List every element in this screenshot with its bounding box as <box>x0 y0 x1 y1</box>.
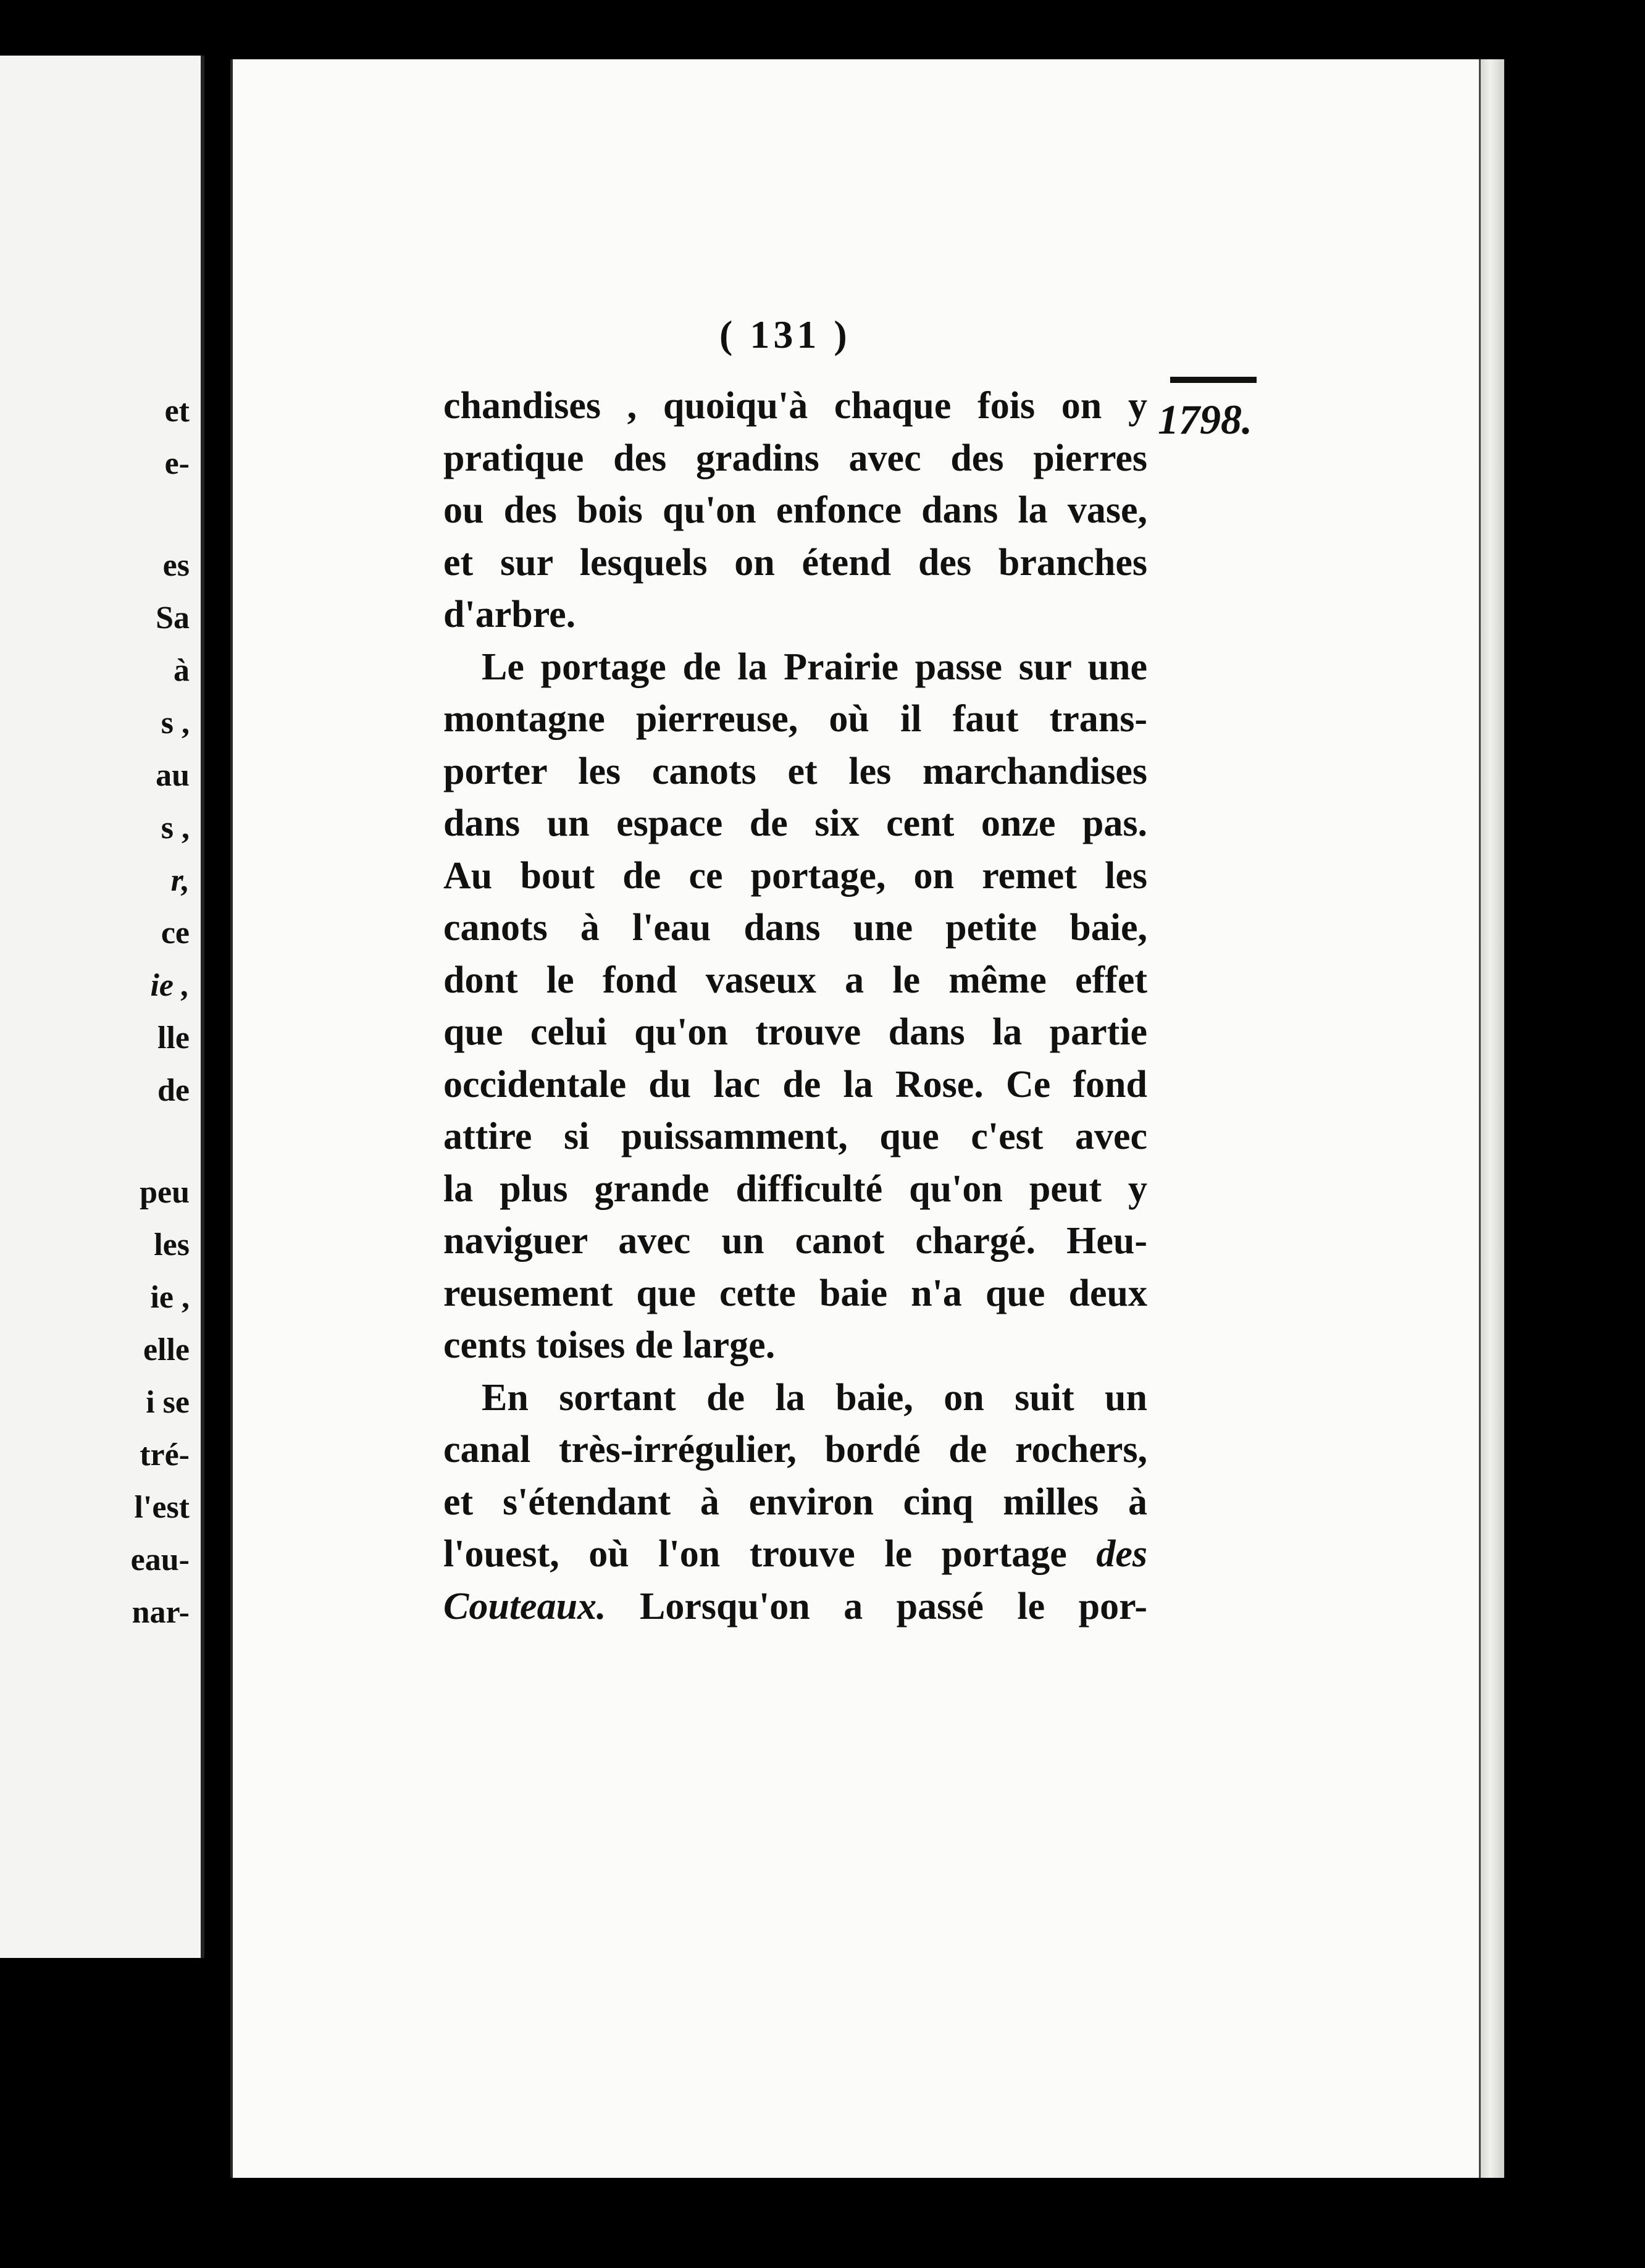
left-page-text-fragment: tré- <box>140 1437 190 1472</box>
text-line <box>443 1215 1147 1267</box>
left-page-text-fragment: au <box>156 758 190 793</box>
line-text: En sortant de la baie, on suit un <box>482 1376 1147 1419</box>
line-text: d'arbre. <box>443 594 576 636</box>
line-text: et s'étendant à environ cinq milles à <box>443 1480 1147 1523</box>
line-text: la plus grande difficulté qu'on peut y <box>443 1167 1147 1210</box>
line-text: canal très-irrégulier, bordé de rochers, <box>443 1429 1147 1471</box>
italic-phrase: Couteaux. <box>443 1585 606 1628</box>
text-line <box>443 693 1147 746</box>
text-line <box>443 902 1147 954</box>
left-page-text-fragment: lle <box>157 1020 190 1056</box>
line-text: Au bout de ce portage, on remet les <box>443 854 1147 897</box>
line-text: l'ouest, où l'on trouve le portage <box>443 1533 1067 1575</box>
line-text: Le portage de la Prairie passe sur une <box>482 645 1147 688</box>
left-page-text-fragment: Sa <box>156 600 190 636</box>
left-page-text-fragment: les <box>154 1227 190 1262</box>
text-line <box>443 432 1147 485</box>
line-text: Lorsqu'on a passé le por- <box>606 1585 1147 1628</box>
text-line <box>443 1267 1147 1320</box>
line-text: naviguer avec un canot chargé. Heu- <box>443 1220 1147 1262</box>
text-line <box>443 380 1147 432</box>
left-page-text-fragment: i se <box>146 1385 190 1420</box>
text-line <box>443 589 1147 641</box>
left-page-text-fragment: es <box>162 548 190 583</box>
line-text: canots à l'eau dans une petite baie, <box>443 907 1147 949</box>
line-text: dans un espace de six cent onze pas. <box>443 802 1147 844</box>
left-page-text-fragment: à <box>174 653 190 688</box>
left-page-text-fragment: ie , <box>150 968 190 1003</box>
line-text: porter les canots et les marchandises <box>443 750 1147 792</box>
line-text: occidentale du lac de la Rose. Ce fond <box>443 1063 1147 1106</box>
text-line <box>443 797 1147 850</box>
text-line <box>443 1372 1147 1424</box>
italic-phrase: des <box>1096 1533 1148 1575</box>
text-line <box>443 1319 1147 1372</box>
left-page-text-fragment: s , <box>161 810 190 846</box>
left-page-text-fragment: e- <box>164 446 190 481</box>
text-line <box>443 1059 1147 1111</box>
line-text: attire si puissamment, que c'est avec <box>443 1115 1147 1157</box>
page-number: ( 131 ) <box>719 313 851 356</box>
left-page-text-fragment: r, <box>170 863 190 898</box>
line-text: dont le fond vaseux a le même effet <box>443 959 1147 1001</box>
text-line <box>443 1476 1147 1529</box>
left-page-text-fragment: et <box>164 393 190 429</box>
left-page-text-fragment: ie , <box>150 1280 190 1315</box>
line-text: pratique des gradins avec des pierres <box>443 437 1147 479</box>
line-text: reusement que cette baie n'a que deux <box>443 1272 1147 1314</box>
text-line <box>443 746 1147 798</box>
text-line <box>443 484 1147 537</box>
left-page-text-fragment: peu <box>140 1175 190 1210</box>
page-edge <box>1479 59 1504 2178</box>
text-line <box>443 954 1147 1007</box>
left-page-text-fragment: l'est <box>134 1490 190 1525</box>
text-line <box>443 1581 1147 1633</box>
text-line <box>443 850 1147 902</box>
line-text: montagne pierreuse, où il faut trans- <box>443 698 1147 740</box>
text-line <box>443 1528 1147 1581</box>
margin-rule <box>1170 377 1257 383</box>
line-text: cents toises de large. <box>443 1324 776 1366</box>
left-page-text-fragment: elle <box>143 1332 190 1367</box>
left-page-text-fragment: eau- <box>130 1542 190 1577</box>
left-page-fragment <box>0 56 204 1958</box>
text-line <box>443 641 1147 694</box>
text-line <box>443 1006 1147 1059</box>
left-page-text-fragment: s , <box>161 705 190 741</box>
body-text <box>443 380 1147 1632</box>
line-text: que celui qu'on trouve dans la partie <box>443 1011 1147 1053</box>
text-line <box>443 1111 1147 1163</box>
text-line <box>443 1424 1147 1476</box>
text-line <box>443 1163 1147 1216</box>
line-text: chandises , quoiqu'à chaque fois on y <box>443 385 1147 427</box>
left-page-text-fragment: ce <box>161 915 190 951</box>
line-text: ou des bois qu'on enfonce dans la vase, <box>443 489 1147 531</box>
left-page-text-fragment: de <box>157 1073 190 1108</box>
text-line <box>443 537 1147 589</box>
left-page-text-fragment: nar- <box>132 1595 190 1630</box>
margin-year: 1798. <box>1158 396 1252 443</box>
line-text: et sur lesquels on étend des branches <box>443 541 1147 584</box>
